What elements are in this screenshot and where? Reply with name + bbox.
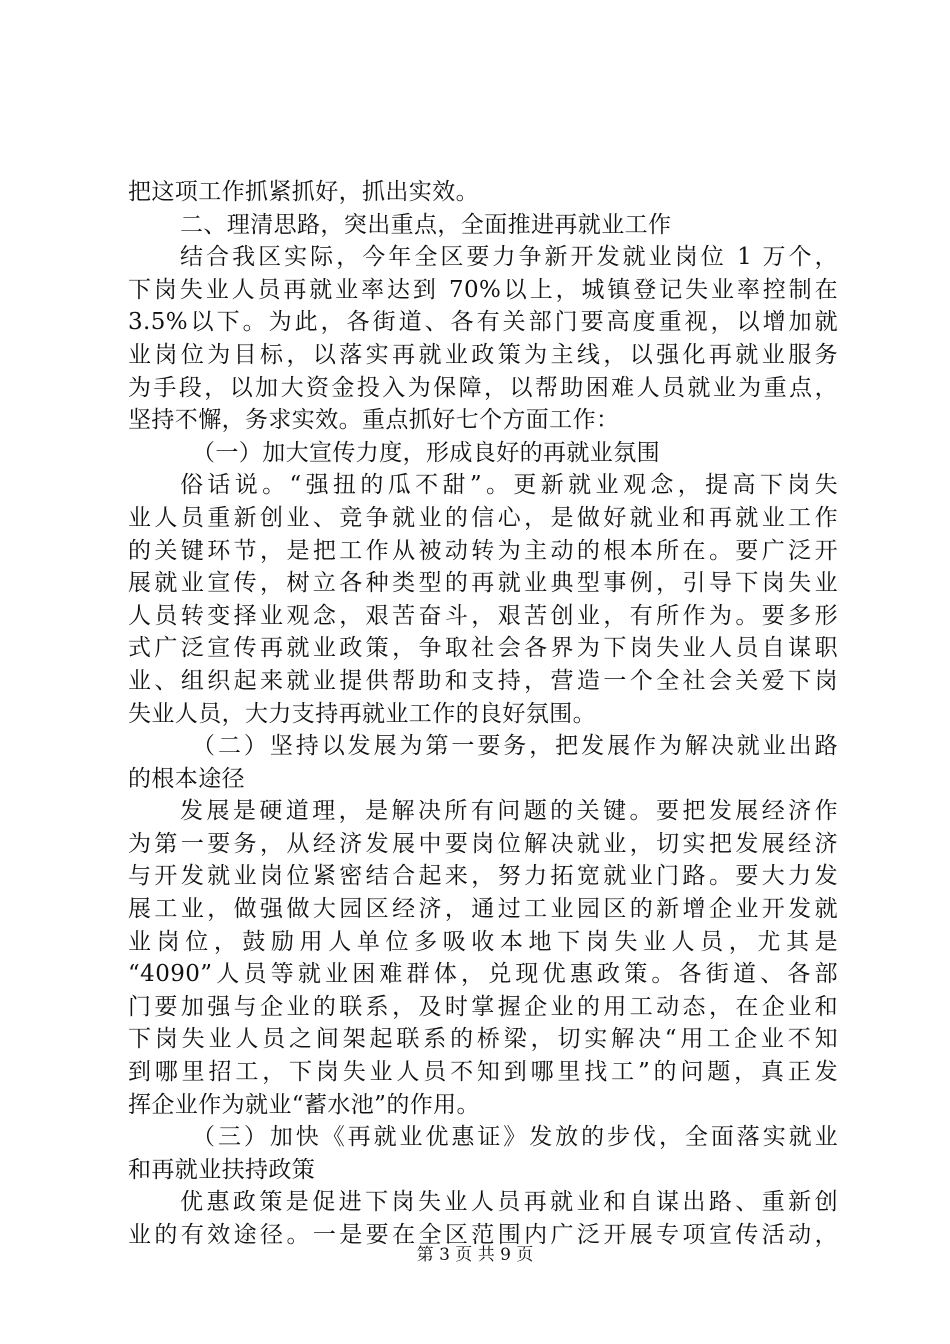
- text-line: 优惠政策是促进下岗失业人员再就业和自谋出路、重新创: [180, 1189, 838, 1216]
- text-line: 展工业，做强做大园区经济，通过工业园区的新增企业开发就: [128, 896, 838, 923]
- text-line: 与开发就业岗位紧密结合起来，努力拓宽就业门路。要大力发: [128, 863, 838, 890]
- text-line: 俗话说。“强扭的瓜不甜”。更新就业观念，提高下岗失: [180, 472, 838, 499]
- text-line: 为第一要务，从经济发展中要岗位解决就业，切实把发展经济: [128, 830, 838, 857]
- text-line: 为手段，以加大资金投入为保障，以帮助困难人员就业为重点，: [128, 374, 838, 401]
- text-line: 的根本途径: [128, 765, 245, 792]
- document-body: [128, 176, 838, 1252]
- text-line: （一）加大宣传力度，形成良好的再就业氛围: [192, 439, 660, 466]
- text-line: 失业人员，大力支持再就业工作的良好氛围。: [128, 700, 596, 727]
- text-line: “4090”人员等就业困难群体，兑现优惠政策。各街道、各部: [128, 961, 838, 988]
- text-line: （三）加快《再就业优惠证》发放的步伐，全面落实就业: [192, 1124, 838, 1151]
- text-line: 业、组织起来就业提供帮助和支持，营造一个全社会关爱下岗: [128, 667, 838, 694]
- text-line: 3.5%以下。为此，各街道、各有关部门要高度重视，以增加就: [128, 309, 838, 336]
- text-line: 和再就业扶持政策: [128, 1156, 316, 1183]
- text-line: 业岗位，鼓励用人单位多吸收本地下岗失业人员，尤其是: [128, 928, 838, 955]
- text-line: 业的有效途径。一是要在全区范围内广泛开展专项宣传活动，: [128, 1222, 838, 1248]
- text-line: 把这项工作抓紧抓好，抓出实效。: [128, 179, 479, 205]
- text-line: 到哪里招工，下岗失业人员不知到哪里找工”的问题，真正发: [128, 1059, 838, 1086]
- text-line: （二）坚持以发展为第一要务，把发展作为解决就业出路: [192, 733, 838, 760]
- text-line: 业人员重新创业、竞争就业的信心，是做好就业和再就业工作: [128, 504, 838, 531]
- text-line: 二、理清思路，突出重点，全面推进再就业工作: [180, 211, 672, 238]
- text-line: 门要加强与企业的联系，及时掌握企业的用工动态，在企业和: [128, 993, 838, 1020]
- text-line: 下岗失业人员之间架起联系的桥梁，切实解决“用工企业不知: [128, 1026, 838, 1053]
- text-line: 坚持不懈，务求实效。重点抓好七个方面工作：: [128, 407, 620, 434]
- text-line: 业岗位为目标，以落实再就业政策为主线，以强化再就业服务: [128, 341, 838, 368]
- text-line: 人员转变择业观念，艰苦奋斗，艰苦创业，有所作为。要多形: [128, 602, 838, 629]
- page-footer: 第 3 页 共 9 页: [416, 1245, 534, 1265]
- text-line: 式广泛宣传再就业政策，争取社会各界为下岗失业人员自谋职: [128, 635, 838, 662]
- text-line: 结合我区实际，今年全区要力争新开发就业岗位 1 万个，: [180, 244, 838, 271]
- text-line: 挥企业作为就业“蓄水池”的作用。: [128, 1091, 480, 1118]
- text-line: 的关键环节，是把工作从被动转为主动的根本所在。要广泛开: [128, 537, 838, 564]
- text-line: 展就业宣传，树立各种类型的再就业典型事例，引导下岗失业: [128, 570, 838, 597]
- text-line: 下岗失业人员再就业率达到 70%以上，城镇登记失业率控制在: [128, 276, 838, 303]
- text-line: 发展是硬道理，是解决所有问题的关键。要把发展经济作: [180, 798, 838, 825]
